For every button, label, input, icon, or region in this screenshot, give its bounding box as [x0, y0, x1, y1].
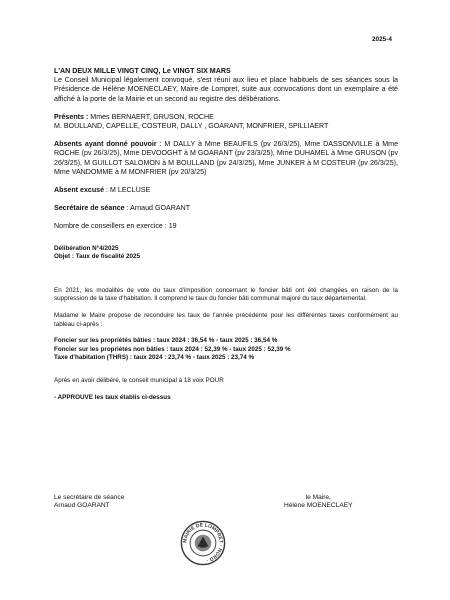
rate-foncier-bati: Foncier sur les propriétés bâties : taux 2024 : 36,54 % - taux 2025 : 36,54 %: [54, 337, 278, 345]
absents-pouvoir-label: Absents ayant donné pouvoir: [54, 140, 157, 149]
date-line: L'AN DEUX MILLE VINGT CINQ, Le VINGT SIX MARS: [54, 67, 231, 75]
absents-pouvoir-text: : M DALLY à Mme BEAUFILS (pv 26/3/25), Mme DASSONVILLE à Mme ROCHE (pv 26/3/25), Mme DEVOOGHT à M GOARANT (pv 23/3/25), Mme DUHAMEL à Mme GRUSON (pv 26/3/25), M GUILLOT SALOMON à M BOULLAND (pv 24/3/25), Mme JUNKER à M COSTEUR (pv 26/3/25), Mme VANDOMME à M MONFRIER (pv 20/3/25): [54, 140, 399, 176]
signature-secretaire: [54, 494, 124, 510]
absents-pouvoir: [54, 140, 398, 177]
secretaire-line: [54, 204, 398, 213]
absent-excuse-label: Absent excusé: [54, 186, 105, 195]
deliberation-objet: Objet : Taux de fiscalité 2025: [54, 253, 140, 261]
conseillers-count: Nombre de conseillers en exercice : 19: [54, 222, 177, 231]
secretaire-name: Arnaud GOARANT: [54, 502, 110, 510]
presents-names: Mmes BERNAERT, GRUSON, ROCHE: [88, 112, 214, 121]
paragraph-2: Madame le Maire propose de reconduire les taux de l'année précédente pour les différentes taxes conformément au tableau ci-après :: [54, 312, 398, 328]
presents-label: Présents :: [54, 112, 89, 121]
absent-excuse-text: : M LECLUSE: [104, 186, 151, 195]
presents-line-2: M. BOULLAND, CAPELLE, COSTEUR, DALLY , GOARANT, MONFRIER, SPILLIAERT: [54, 122, 329, 131]
paragraph-1: En 2021, les modalités de vote du taux d'imposition concernant le foncier bâti ont été changées en raison de la suppression de la taxe d'habitation. Il comprend le taux du foncier bâti communal majoré du taux départemental.: [54, 286, 398, 303]
document-reference: 2025-4: [372, 36, 392, 43]
signatures: [54, 494, 398, 514]
secretaire-text: : Arnaud GOARANT: [124, 204, 191, 213]
deliberation-number: Délibération N°4/2025: [54, 244, 119, 252]
vote-result: Après en avoir délibéré, le conseil municipal à 18 voix POUR: [54, 376, 224, 384]
maire-title: le Maire,: [305, 494, 331, 501]
presents-line-1: [54, 113, 398, 122]
secretaire-title: Le secrétaire de séance: [54, 494, 125, 501]
secretaire-label: Secrétaire de séance: [54, 204, 125, 213]
rate-foncier-non-bati: Foncier sur les propriétés non bâties : taux 2024 : 52,39 % - taux 2025 : 52,39 %: [54, 345, 291, 353]
absent-excuse: [54, 186, 398, 195]
intro-paragraph: Le Conseil Municipal légalement convoqué, s'est réuni aux lieu et place habituels de ses séances sous la Présidence de Hélène MOENECLAEY, Maire de Lompret, suite aux convocations dont un exemplaire a été affiché à la porte de la Mairie et un second au registre des délibérations.: [54, 76, 398, 103]
document-body: [54, 67, 398, 402]
maire-name: Hélène MOENECLAEY: [284, 502, 353, 510]
seal-text: MAIRIE DE LOMPRET · NORD ·: [182, 522, 224, 564]
signature-maire: [284, 494, 353, 510]
vote-decision: - APPROUVE les taux établis ci-dessus: [54, 393, 171, 401]
mairie-seal-icon: [180, 520, 226, 566]
rate-taxe-habitation: Taxe d'habitation (THRS) : taux 2024 : 23,74 % - taux 2025 : 23,74 %: [54, 354, 255, 362]
